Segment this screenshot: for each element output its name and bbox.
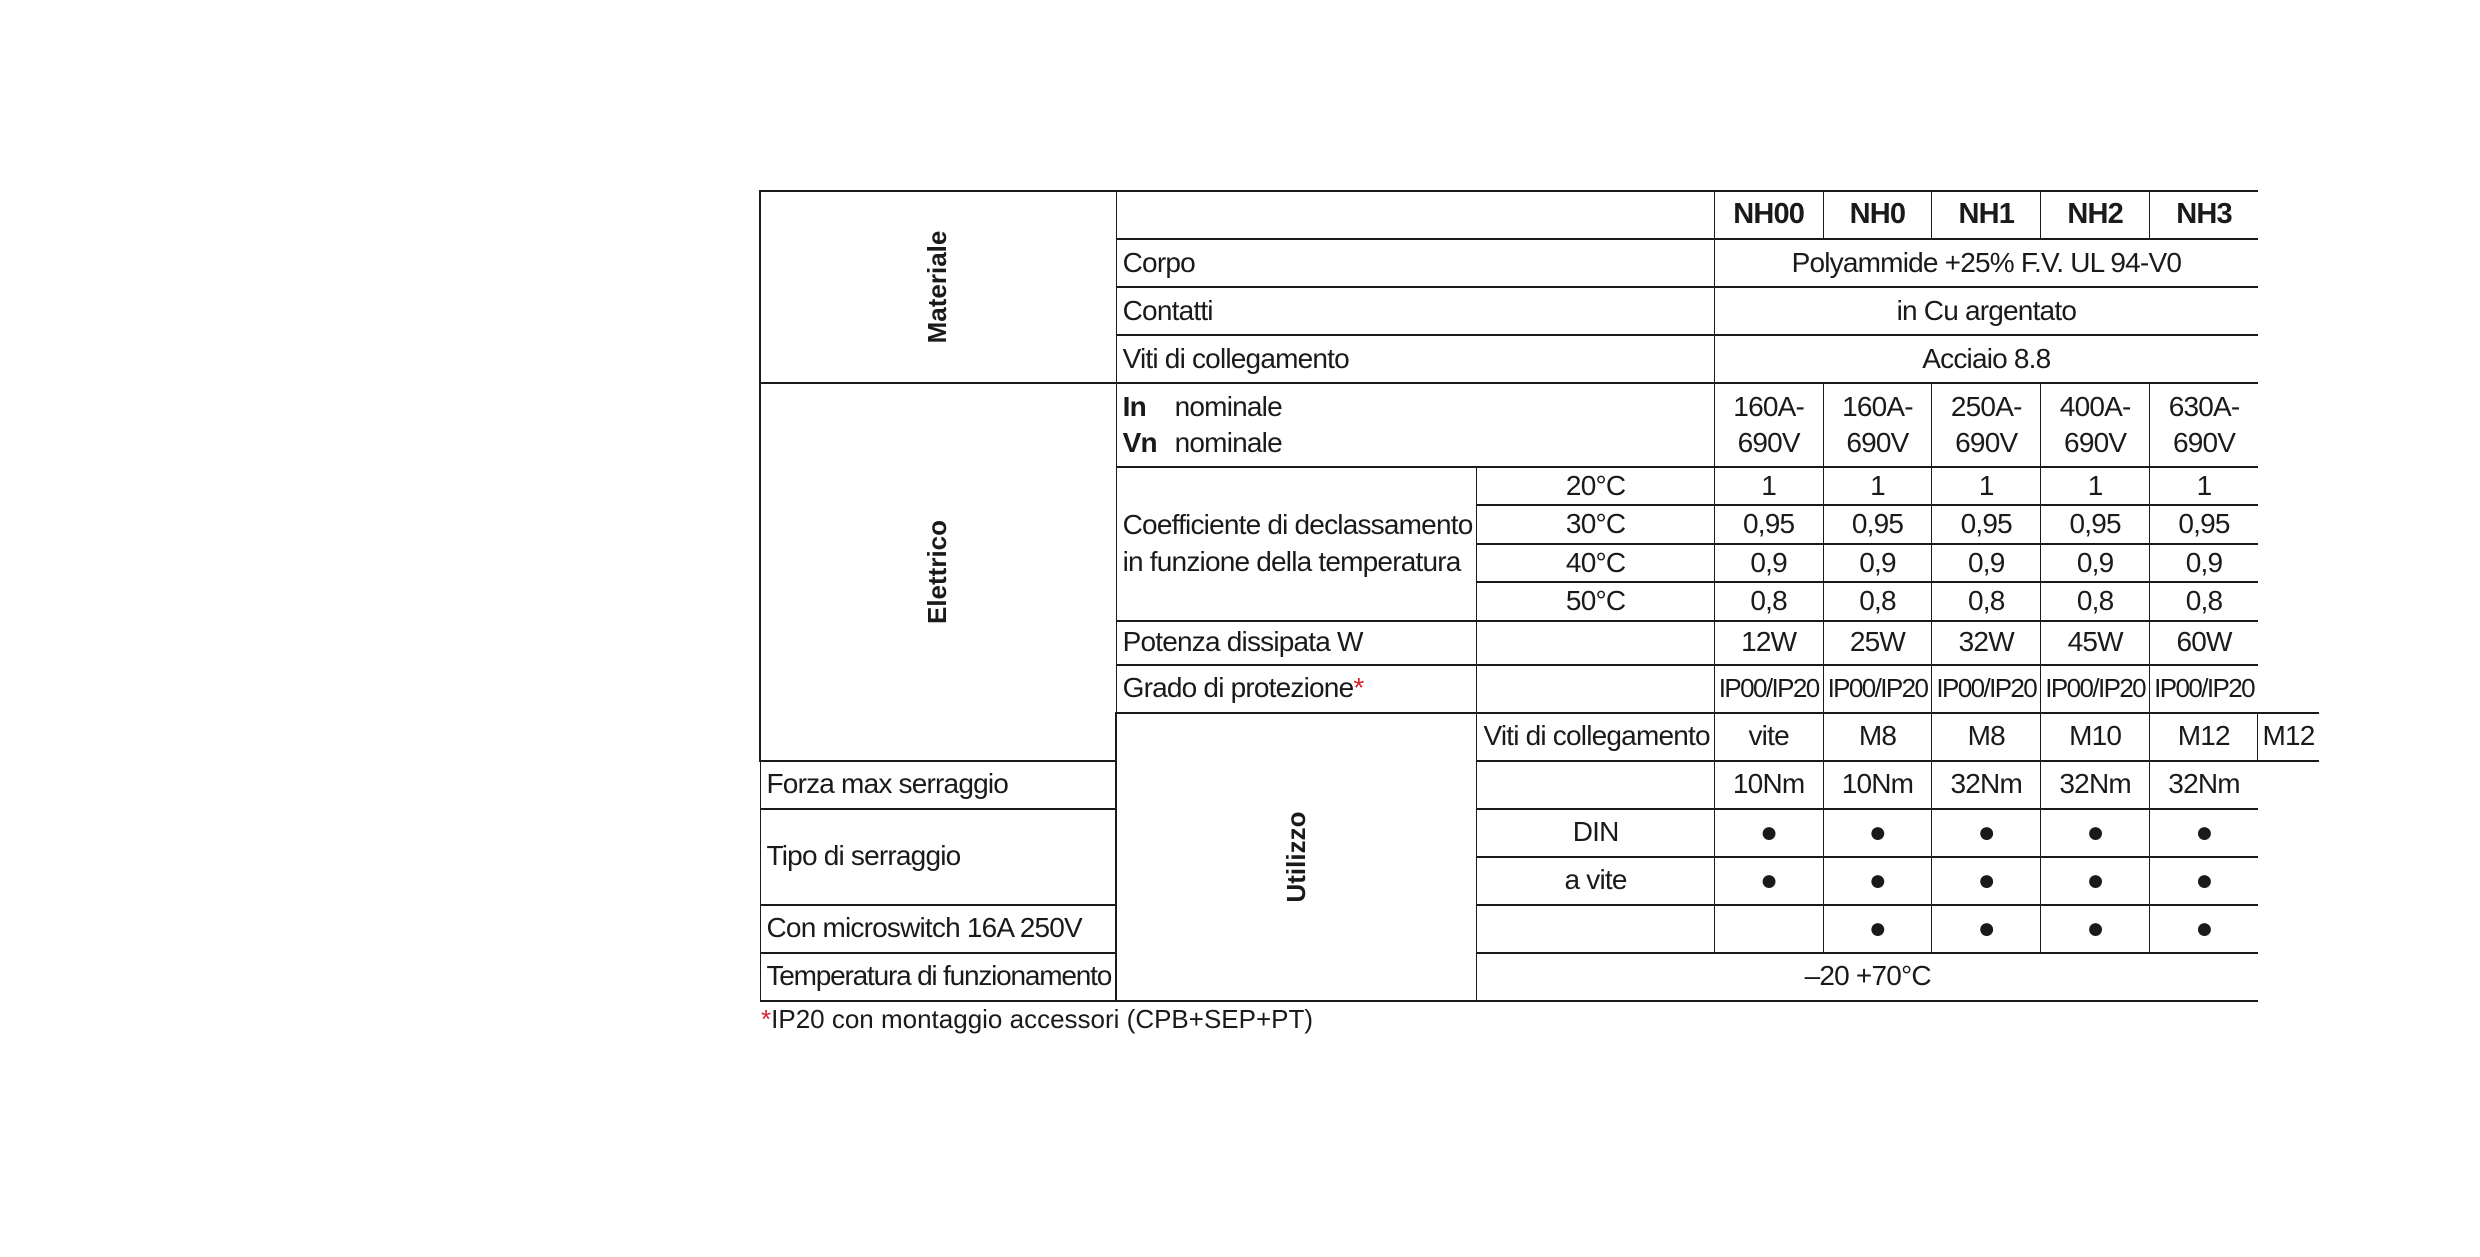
potenza-cell: 32W <box>1932 621 2041 665</box>
potenza-cell: 12W <box>1714 621 1823 665</box>
bullet-mark: ● <box>1932 857 2041 905</box>
section-elettrico <box>760 383 1116 761</box>
row-label-corpo: Corpo <box>1116 239 1714 287</box>
header-blank <box>1116 191 1714 239</box>
coeff-cell: 0,95 <box>1932 505 2041 543</box>
viti-cell: M12 <box>2258 713 2319 761</box>
tipo-vite-label: a vite <box>1477 857 1714 905</box>
footnote-text: IP20 con montaggio accessori (CPB+SEP+PT) <box>771 1004 1314 1034</box>
grado-cell: IP00/IP20 <box>1823 665 1932 713</box>
grado-cell: IP00/IP20 <box>1932 665 2041 713</box>
unit-blank <box>1477 621 1714 665</box>
bullet-mark: ● <box>2150 857 2258 905</box>
in-nominale: nominale <box>1174 390 1282 422</box>
col-header: NH2 <box>2041 191 2150 239</box>
row-label-potenza: Potenza dissipata W <box>1116 621 1477 665</box>
viti-cell: M8 <box>1932 713 2041 761</box>
rating-cell: 630A- 690V <box>2150 383 2258 467</box>
coeff-cell: 1 <box>1714 467 1823 505</box>
in-symbol: In <box>1122 390 1146 422</box>
row-label-in-vn <box>1116 383 1714 467</box>
forza-cell: 10Nm <box>1714 761 1823 809</box>
col-header: NH00 <box>1714 191 1823 239</box>
coeff-cell: 0,95 <box>1714 505 1823 543</box>
row-label-viti-collegamento: Viti di collegamento <box>1477 713 1714 761</box>
coeff-cell: 0,8 <box>2041 582 2150 620</box>
table-row <box>760 905 2319 953</box>
bullet-mark: ● <box>2150 809 2258 857</box>
coeff-cell: 0,9 <box>1823 544 1932 582</box>
bullet-mark: ● <box>2041 857 2150 905</box>
section-materiale <box>760 191 1116 383</box>
row-label-microswitch: Con microswitch 16A 250V <box>760 905 1116 953</box>
contatti-value: in Cu argentato <box>1714 287 2258 335</box>
coeff-cell: 0,8 <box>1932 582 2041 620</box>
unit-blank <box>1477 905 1714 953</box>
bullet-mark: ● <box>1714 809 1823 857</box>
vn-symbol: Vn <box>1122 427 1157 458</box>
footnote <box>761 1004 1313 1035</box>
rating-cell: 400A- 690V <box>2041 383 2150 467</box>
spec-table <box>759 190 2319 1002</box>
bullet-mark: ● <box>1823 809 1932 857</box>
forza-cell: 32Nm <box>2150 761 2258 809</box>
forza-cell: 32Nm <box>2041 761 2150 809</box>
forza-cell: 10Nm <box>1823 761 1932 809</box>
viti-unit: vite <box>1714 713 1823 761</box>
viti-cell: M12 <box>2150 713 2258 761</box>
coeff-cell: 0,9 <box>2150 544 2258 582</box>
table-row <box>760 953 2319 1001</box>
bullet-mark <box>1714 905 1823 953</box>
bullet-mark: ● <box>1823 857 1932 905</box>
tipo-din-label: DIN <box>1477 809 1714 857</box>
section-utilizzo <box>1116 713 1477 1001</box>
bullet-mark: ● <box>2041 809 2150 857</box>
coeff-cell: 0,9 <box>2041 544 2150 582</box>
col-header: NH0 <box>1823 191 1932 239</box>
forza-cell: 32Nm <box>1932 761 2041 809</box>
temp-cell: 30°C <box>1477 505 1714 543</box>
table-row <box>760 383 2319 467</box>
bullet-mark: ● <box>1932 905 2041 953</box>
header-row <box>760 191 2319 239</box>
rating-cell: 160A- 690V <box>1714 383 1823 467</box>
rating-cell: 160A- 690V <box>1823 383 1932 467</box>
row-label-contatti: Contatti <box>1116 287 1714 335</box>
temperatura-value: –20 +70°C <box>1477 953 2258 1001</box>
viti-cell: M8 <box>1823 713 1932 761</box>
section-label-utilizzo: Utilizzo <box>1280 811 1311 903</box>
unit-blank <box>1477 761 1714 809</box>
bullet-mark: ● <box>1932 809 2041 857</box>
coeff-cell: 1 <box>2041 467 2150 505</box>
coeff-cell: 0,95 <box>2041 505 2150 543</box>
grado-cell: IP00/IP20 <box>2041 665 2150 713</box>
asterisk-mark: * <box>1353 672 1364 704</box>
section-label-materiale: Materiale <box>922 230 953 344</box>
temp-cell: 20°C <box>1477 467 1714 505</box>
bullet-mark: ● <box>1823 905 1932 953</box>
grado-cell: IP00/IP20 <box>2150 665 2258 713</box>
coeff-cell: 1 <box>1823 467 1932 505</box>
temp-cell: 50°C <box>1477 582 1714 620</box>
viti-cell: M10 <box>2041 713 2150 761</box>
footnote-asterisk: * <box>761 1004 772 1034</box>
vn-nominale: nominale <box>1174 427 1282 458</box>
col-header: NH1 <box>1932 191 2041 239</box>
row-label-temperatura: Temperatura di funzionamento <box>760 953 1116 1001</box>
coeff-cell: 0,95 <box>2150 505 2258 543</box>
potenza-cell: 60W <box>2150 621 2258 665</box>
coeff-cell: 1 <box>1932 467 2041 505</box>
col-header: NH3 <box>2150 191 2258 239</box>
row-label-grado: Grado di protezione* <box>1116 665 1477 713</box>
rating-cell: 250A- 690V <box>1932 383 2041 467</box>
row-label-viti: Viti di collegamento <box>1116 335 1714 383</box>
grado-cell: IP00/IP20 <box>1714 665 1823 713</box>
row-label-forza: Forza max serraggio <box>760 761 1116 809</box>
row-label-coefficiente: Coefficiente di declassamento in funzione della temperatura <box>1116 467 1477 621</box>
potenza-cell: 25W <box>1823 621 1932 665</box>
coeff-cell: 0,8 <box>2150 582 2258 620</box>
viti-value: Acciaio 8.8 <box>1714 335 2258 383</box>
corpo-value: Polyammide +25% F.V. UL 94-V0 <box>1714 239 2258 287</box>
unit-blank <box>1477 665 1714 713</box>
coeff-cell: 0,8 <box>1823 582 1932 620</box>
temp-cell: 40°C <box>1477 544 1714 582</box>
coeff-cell: 0,8 <box>1714 582 1823 620</box>
coeff-cell: 0,9 <box>1932 544 2041 582</box>
bullet-mark: ● <box>2041 905 2150 953</box>
bullet-mark: ● <box>1714 857 1823 905</box>
row-label-tipo: Tipo di serraggio <box>760 809 1116 905</box>
section-label-elettrico: Elettrico <box>922 519 953 624</box>
table-row <box>760 761 2319 809</box>
coeff-cell: 1 <box>2150 467 2258 505</box>
bullet-mark: ● <box>2150 905 2258 953</box>
coeff-cell: 0,95 <box>1823 505 1932 543</box>
coeff-cell: 0,9 <box>1714 544 1823 582</box>
potenza-cell: 45W <box>2041 621 2150 665</box>
table-row <box>760 809 2319 857</box>
